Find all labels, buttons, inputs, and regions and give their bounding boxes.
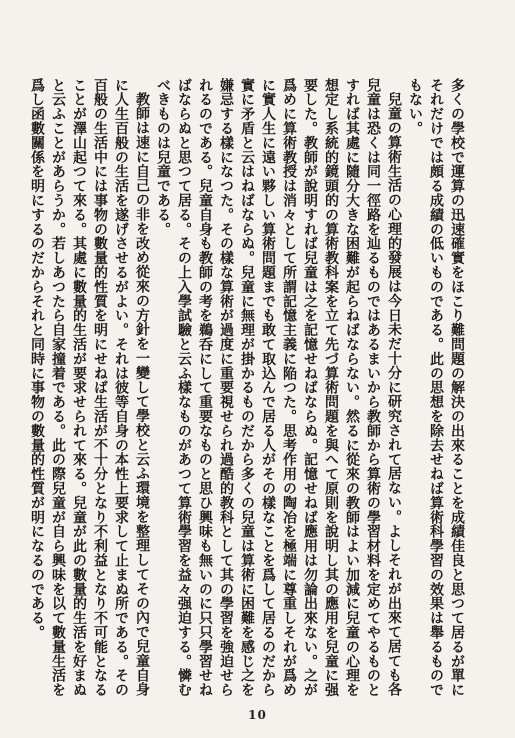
paragraph-1: 多くの學校で運算の迅速確實をほこり難問題の解決の出來ることを成績佳良と思つて居るが單にそれだけでは頗る成績の低いものである。此の思想を除去せねば算術科學習の效果は舉るものでもない。 [407,78,465,698]
paragraph-3: 教師は速に自己の非を改め從來の方針を一變して學校と云ふ環境を整理してその內で兒童自身に人生百般の生活を遂げさせるがよい。それは彼等自身の本性上要求して止まぬ所である。その百般の生活中には事物の數量的性質を明にせねば生活が不十分となり不利益となり不可能となることが澤山起つて來る。其處に數量的生活が要求せられて來る。兒童が此の數量的生活を好まぬと云ふことがあらうか。若しあつたら自家撞着である。此の際兒童が自ら興味を以て數量生活を爲し函數關係を明にするのだからそれと同時に事物の數量的性質が明になるのである。 [29,78,150,698]
page-number: 10 [248,708,267,722]
paragraph-2: 兒童の算術生活の心理的發展は今日未だ十分に研究されて居ない。よしそれが出來て居ても各兒童は恐くは同一徑路を辿るものではあるまいから教師から算術の學習材料を定めてやるものとすれば其處に隨分大きな困難が起らねばならない。然るに從來の教師はよい加減に兒童の心理を想定し系統的鏡頭的の算術教科案を立て先づ算術問題を與へて原則を說明し其の應用を兒童に强要した。教師が說明すれば兒童は之を記憶せねばならぬ。記憶せねば應用は勿論出來ない。之が爲めに算術教授は消々として所謂記憶主義に陥つた。思考作用の陶冶を極端に尊重しそれが爲めに實人生に遠い夥しい算術問題までも敢て取込んで居る人がその樣なことを爲して居るのだから實に矛盾と云はねばならぬ。兒童に無理が掛かるものだから多くの兒童は算術に困難を感じ之を嫌忌する樣になつた。その樣な算術が過度に重要視せられ過酷的教科として其の學習を強迫せられるのである。兒童自身も教師の考を鵜呑にして重要なものと思ひ興味も無いのに只只學習せねばならぬと思つて居る。その上入學試驗と云ふ樣なものがあつて算術學習を益々强迫する。憐むべきものは兒童である。 [155,78,402,698]
vertical-text-body [26,78,467,700]
